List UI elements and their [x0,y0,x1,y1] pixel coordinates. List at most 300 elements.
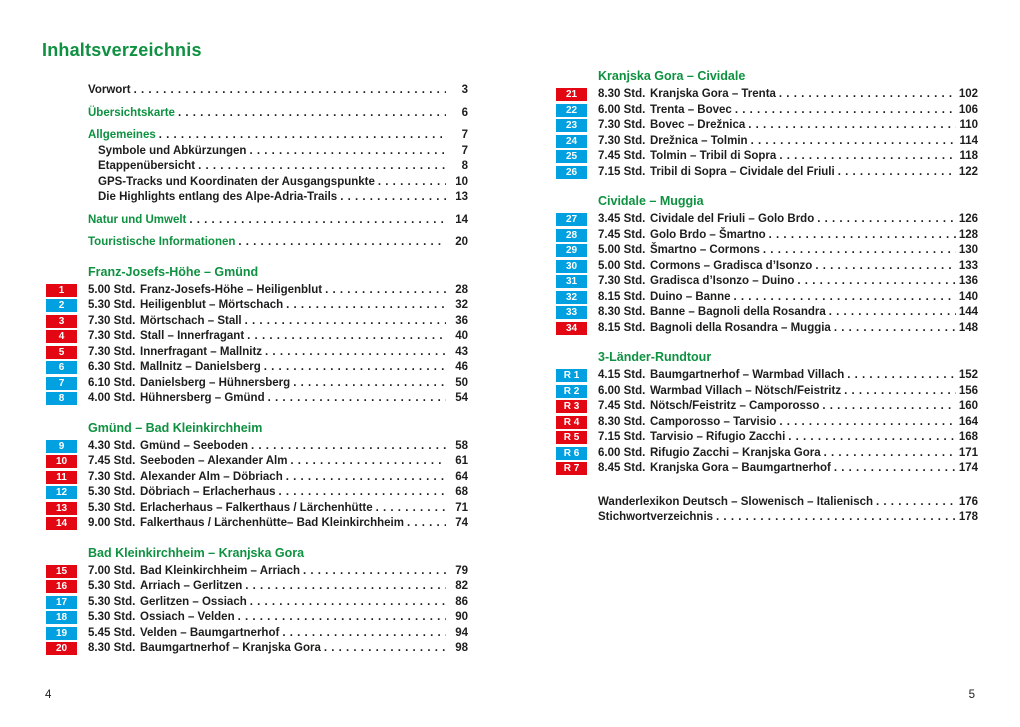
target-page-number: 10 [455,175,468,188]
stage-duration: 4.15 Std. [598,369,646,381]
stage-entry [556,212,978,228]
stage-entry [556,305,978,321]
stage-number-badge: R 7 [556,462,587,475]
target-page-number: 68 [455,486,468,498]
stage-entry-label: Trenta – Bovec [650,103,732,116]
toc-section [556,193,978,336]
stage-duration: 7.30 Std. [598,275,646,287]
stage-duration: 7.30 Std. [88,330,136,342]
stage-entry [556,321,978,337]
toc-entry-label: Natur und Umwelt [88,213,187,226]
toc-entry [98,159,468,175]
toc-entry [88,235,468,251]
stage-number-badge: R 6 [556,447,587,460]
target-page-number: 106 [958,103,978,116]
toc-entry-label: Touristische Informationen [88,236,236,248]
stage-entry-label: Ossiach – Velden [140,611,235,623]
target-page-number: 140 [958,290,978,303]
stage-number-badge: 24 [556,135,587,148]
dot-leader [290,454,446,470]
target-page-number: 7 [461,129,468,141]
toc-entry [598,510,978,526]
target-page-number: 79 [455,564,468,577]
stage-entry-label: Franz-Josefs-Höhe – Heiligenblut [140,283,323,296]
stage-number-badge: 22 [556,104,587,117]
dot-leader [245,314,446,330]
dot-leader [238,610,446,626]
dot-leader [268,391,446,407]
stage-number-badge: 29 [556,244,587,257]
stage-number-badge: 21 [556,88,587,101]
toc-entry [98,190,468,206]
target-page-number: 7 [461,144,468,157]
target-page-number: 3 [461,84,468,96]
stage-entry [556,274,978,290]
dot-leader [279,485,447,501]
dot-leader [251,439,446,455]
dot-leader [734,290,956,306]
stage-duration: 9.00 Std. [88,517,136,529]
stage-entry [46,501,468,517]
stage-entry-label: Šmartno – Cormons [650,244,760,256]
stage-entry [556,243,978,259]
stage-entry-label: Hühnersberg – Gmünd [140,392,265,404]
stage-number-badge: 30 [556,260,587,273]
stage-duration: 7.15 Std. [598,165,646,178]
dot-leader [834,321,956,337]
stage-entry-label: Camporosso – Tarvisio [650,415,777,428]
stage-number-badge: 12 [46,486,77,499]
target-page-number: 174 [958,462,978,474]
stage-number-badge: 11 [46,471,77,484]
dot-leader [817,212,956,228]
stage-entry-label: Velden – Baumgartnerhof [140,626,280,639]
toc-section [46,545,468,657]
dot-leader [134,83,446,99]
toc-entry [98,144,468,160]
page-number-left: 4 [45,689,52,701]
target-page-number: 64 [455,470,468,483]
stage-duration: 5.45 Std. [88,626,136,639]
stage-entry-label: Gmünd – Seeboden [140,439,248,452]
target-page-number: 82 [455,580,468,592]
stage-entry [556,228,978,244]
stage-entry [46,626,468,642]
dot-leader [876,495,956,511]
stage-number-badge: 32 [556,291,587,304]
stage-duration: 8.45 Std. [598,462,646,474]
stage-entry [46,579,468,595]
toc-group [46,83,468,99]
section-heading: Franz-Josefs-Höhe – Gmünd [88,264,259,279]
stage-entry-label: Bovec – Drežnica [650,119,746,131]
stage-entry [556,461,978,477]
dot-leader [264,360,446,376]
stage-number-badge: 16 [46,580,77,593]
target-page-number: 6 [461,106,468,119]
stage-entry [46,595,468,611]
stage-entry-label: Cormons – Gradisca d’Isonzo [650,259,813,272]
dot-leader [797,274,956,290]
target-page-number: 54 [455,392,468,404]
stage-number-badge: 31 [556,275,587,288]
dot-leader [250,595,446,611]
stage-entry [556,415,978,431]
stage-number-badge: R 4 [556,416,587,429]
dot-leader [838,165,956,181]
dot-leader [378,175,446,191]
stage-entry [46,360,468,376]
stage-entry-label: Innerfragant – Mallnitz [140,345,263,358]
stage-duration: 5.30 Std. [88,486,136,498]
stage-number-badge: 3 [46,315,77,328]
stage-entry-label: Danielsberg – Hühnersberg [140,376,291,389]
stage-entry-label: Tribil di Sopra – Cividale del Friuli [650,165,835,178]
stage-entry [46,391,468,407]
toc-section [556,68,978,180]
stage-duration: 3.45 Std. [598,213,646,225]
stage-entry [556,87,978,103]
dot-leader [249,144,446,160]
target-page-number: 130 [958,244,978,256]
target-page-number: 40 [455,330,468,342]
stage-number-badge: 15 [46,565,77,578]
stage-entry-label: Nötsch/Feistritz – Camporosso [650,400,820,412]
toc-entry-label: Etappenübersicht [98,160,196,172]
stage-duration: 7.30 Std. [598,134,646,147]
stage-entry [46,564,468,580]
dot-leader [245,579,446,595]
dot-leader [376,501,446,517]
stage-entry-label: Cividale del Friuli – Golo Brdo [650,213,815,225]
target-page-number: 13 [455,191,468,203]
toc-entry [598,495,978,511]
stage-number-badge: 20 [46,642,77,655]
toc-group [46,235,468,251]
toc-left-column [0,83,510,657]
toc-entry [88,213,468,229]
stage-number-badge: 4 [46,330,77,343]
stage-entry-label: Heiligenblut – Mörtschach [140,299,284,311]
target-page-number: 74 [455,517,468,529]
stage-duration: 4.00 Std. [88,392,136,404]
dot-leader [407,516,446,532]
stage-duration: 7.00 Std. [88,564,136,577]
toc-section [556,349,978,477]
toc-entry-label: Allgemeines [88,129,156,141]
target-page-number: 114 [959,134,978,147]
stage-number-badge: 5 [46,346,77,359]
target-page-number: 118 [959,150,978,162]
stage-entry-label: Gerlitzen – Ossiach [140,595,247,608]
stage-number-badge: 26 [556,166,587,179]
toc-section [46,264,468,407]
target-page-number: 164 [958,415,978,428]
stage-number-badge: 18 [46,611,77,624]
stage-entry [556,290,978,306]
stage-number-badge: 19 [46,627,77,640]
stage-number-badge: R 5 [556,431,587,444]
stage-duration: 5.00 Std. [88,283,136,296]
dot-leader [751,134,956,150]
stage-number-badge: 28 [556,229,587,242]
dot-leader [340,190,446,206]
stage-entry-label: Stall – Innerfragant [140,330,245,342]
dot-leader [763,243,956,259]
stage-duration: 7.45 Std. [598,400,646,412]
stage-entry-label: Mörtschach – Stall [140,314,242,327]
stage-entry-label: Rifugio Zacchi – Kranjska Gora [650,446,821,459]
dot-leader [824,446,956,462]
target-page-number: 90 [455,611,468,623]
stage-entry-label: Duino – Banne [650,290,731,303]
toc-entry-label: Die Highlights entlang des Alpe-Adria-Trails [98,191,338,203]
target-page-number: 8 [461,160,468,172]
dot-leader [178,106,446,122]
stage-entry [556,134,978,150]
section-heading: Bad Kleinkirchheim – Kranjska Gora [88,545,305,560]
dot-leader [303,564,446,580]
stage-duration: 8.15 Std. [598,321,646,334]
toc-entry-label: Übersichtskarte [88,106,175,119]
stage-entry-label: Warmbad Villach – Nötsch/Feistritz [650,384,842,397]
dot-leader [293,376,446,392]
stage-duration: 7.45 Std. [88,455,136,467]
stage-duration: 5.00 Std. [598,244,646,256]
target-page-number: 43 [455,345,468,358]
page-number-right: 5 [968,689,975,701]
dot-leader [325,283,446,299]
dot-leader [769,228,956,244]
stage-entry [556,446,978,462]
target-page-number: 86 [455,595,468,608]
stage-number-badge: 6 [46,361,77,374]
stage-duration: 5.30 Std. [88,501,136,514]
stage-duration: 6.00 Std. [598,384,646,397]
target-page-number: 110 [959,119,978,131]
stage-entry [556,165,978,181]
toc-entry [98,175,468,191]
stage-duration: 6.30 Std. [88,361,136,373]
stage-entry [556,118,978,134]
stage-duration: 5.00 Std. [598,259,646,272]
target-page-number: 36 [455,314,468,327]
dot-leader [286,470,446,486]
page-title: Inhaltsverzeichnis [42,40,202,60]
stage-entry [46,314,468,330]
stage-number-badge: R 2 [556,385,587,398]
stage-entry-label: Seeboden – Alexander Alm [140,455,288,467]
toc-right-column [510,68,1020,526]
stage-number-badge: 34 [556,322,587,335]
toc-entry-label: Wanderlexikon Deutsch – Slowenisch – Italienisch [598,495,874,508]
stage-entry [46,516,468,532]
dot-leader [716,510,956,526]
stage-number-badge: 10 [46,455,77,468]
stage-duration: 4.30 Std. [88,439,136,452]
stage-duration: 8.30 Std. [598,88,646,100]
toc-tail-group [556,495,978,526]
section-heading: Kranjska Gora – Cividale [598,69,746,83]
dot-leader [198,159,446,175]
stage-entry-label: Alexander Alm – Döbriach [140,470,283,483]
stage-duration: 7.45 Std. [598,150,646,162]
toc-section [46,420,468,532]
dot-leader [282,626,446,642]
stage-entry-label: Kranjska Gora – Baumgartnerhof [650,462,831,474]
target-page-number: 50 [455,376,468,389]
target-page-number: 98 [455,642,468,654]
stage-entry [46,283,468,299]
stage-number-badge: 13 [46,502,77,515]
toc-entry [88,128,468,144]
target-page-number: 128 [958,228,978,241]
page-right [510,0,1020,727]
target-page-number: 71 [455,501,468,514]
stage-duration: 6.10 Std. [88,376,136,389]
stage-duration: 7.30 Std. [88,470,136,483]
stage-entry [46,470,468,486]
stage-number-badge: 8 [46,392,77,405]
stage-entry-label: Döbriach – Erlacherhaus [140,486,276,498]
stage-duration: 5.30 Std. [88,595,136,608]
target-page-number: 20 [455,236,468,248]
toc-entry-label: Stichwortverzeichnis [598,511,714,523]
stage-entry-label: Tarvisio – Rifugio Zacchi [650,431,786,443]
target-page-number: 28 [455,283,468,296]
stage-entry [556,399,978,415]
dot-leader [159,128,446,144]
stage-number-badge: R 1 [556,369,587,382]
stage-duration: 7.30 Std. [598,119,646,131]
target-page-number: 14 [455,213,468,226]
stage-entry [46,329,468,345]
stage-entry [46,610,468,626]
dot-leader [238,235,446,251]
target-page-number: 136 [958,275,978,287]
stage-entry [46,641,468,657]
target-page-number: 168 [958,431,978,443]
stage-entry-label: Arriach – Gerlitzen [140,580,243,592]
stage-number-badge: 27 [556,213,587,226]
target-page-number: 176 [958,495,978,508]
stage-number-badge: 7 [46,377,77,390]
stage-entry [556,384,978,400]
dot-leader [735,103,956,119]
stage-entry-label: Baumgartnerhof – Warmbad Villach [650,369,845,381]
stage-number-badge: 17 [46,596,77,609]
section-heading: Gmünd – Bad Kleinkirchheim [88,420,263,435]
stage-entry-label: Bad Kleinkirchheim – Arriach [140,564,300,577]
dot-leader [779,415,956,431]
dot-leader [815,259,956,275]
target-page-number: 133 [958,259,978,272]
stage-entry [46,439,468,455]
stage-number-badge: 25 [556,150,587,163]
dot-leader [779,149,956,165]
stage-duration: 8.30 Std. [598,415,646,428]
stage-duration: 5.30 Std. [88,299,136,311]
stage-duration: 7.30 Std. [88,345,136,358]
target-page-number: 148 [958,321,978,334]
stage-duration: 8.15 Std. [598,290,646,303]
stage-entry [556,368,978,384]
stage-number-badge: 14 [46,517,77,530]
toc-entry [88,106,468,122]
stage-entry-label: Gradisca d’Isonzo – Duino [650,275,795,287]
target-page-number: 61 [455,455,468,467]
target-page-number: 160 [958,400,978,412]
stage-duration: 5.30 Std. [88,580,136,592]
stage-entry-label: Erlacherhaus – Falkerthaus / Lärchenhütte [140,501,373,514]
dot-leader [847,368,956,384]
stage-entry-label: Falkerthaus / Lärchenhütte– Bad Kleinkirchheim [140,517,404,529]
dot-leader [748,118,956,134]
dot-leader [189,213,446,229]
stage-entry [556,259,978,275]
dot-leader [829,305,956,321]
stage-number-badge: 33 [556,306,587,319]
target-page-number: 46 [455,361,468,373]
stage-entry-label: Kranjska Gora – Trenta [650,88,776,100]
target-page-number: 144 [958,306,978,318]
dot-leader [788,430,956,446]
section-heading: 3-Länder-Rundtour [598,350,712,364]
target-page-number: 94 [455,626,468,639]
toc-entry-label: GPS-Tracks und Koordinaten der Ausgangspunkte [98,175,375,188]
stage-entry [556,430,978,446]
stage-entry [46,345,468,361]
stage-entry-label: Drežnica – Tolmin [650,134,748,147]
stage-duration: 6.00 Std. [598,446,646,459]
target-page-number: 156 [958,384,978,397]
dot-leader [822,399,956,415]
toc-group [46,213,468,229]
stage-duration: 6.00 Std. [598,103,646,116]
stage-entry-label: Mallnitz – Danielsberg [140,361,261,373]
toc-group [46,128,468,206]
stage-number-badge: 9 [46,440,77,453]
stage-duration: 7.45 Std. [598,228,646,241]
stage-entry-label: Banne – Bagnoli della Rosandra [650,306,826,318]
target-page-number: 152 [958,369,978,381]
toc-entry-label: Symbole und Abkürzungen [98,144,247,157]
target-page-number: 58 [455,439,468,452]
dot-leader [286,298,446,314]
dot-leader [834,461,956,477]
stage-number-badge: 1 [46,284,77,297]
stage-duration: 5.30 Std. [88,611,136,623]
dot-leader [844,384,956,400]
target-page-number: 102 [958,88,978,100]
toc-entry-label: Vorwort [88,84,131,96]
stage-entry-label: Baumgartnerhof – Kranjska Gora [140,642,321,654]
stage-entry [46,485,468,501]
dot-leader [265,345,446,361]
stage-duration: 8.30 Std. [598,306,646,318]
stage-duration: 7.15 Std. [598,431,646,443]
stage-number-badge: 2 [46,299,77,312]
stage-entry [556,103,978,119]
dot-leader [324,641,446,657]
dot-leader [779,87,956,103]
toc-group [46,106,468,122]
target-page-number: 32 [455,299,468,311]
stage-number-badge: R 3 [556,400,587,413]
stage-entry [556,149,978,165]
stage-entry-label: Tolmin – Tribil di Sopra [650,150,777,162]
dot-leader [247,329,446,345]
